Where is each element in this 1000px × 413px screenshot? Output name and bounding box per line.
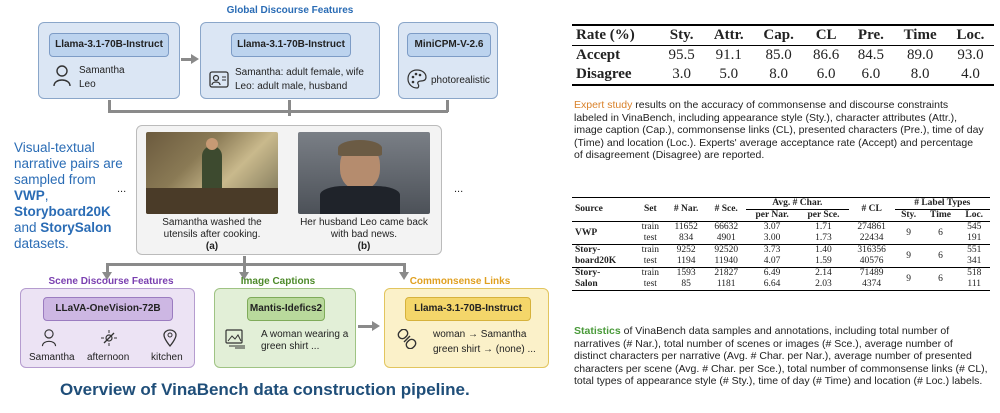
stats-h-nar: # Nar. (673, 204, 699, 214)
rate-cell: Accept (576, 47, 621, 63)
stats-h-set: Set (643, 204, 657, 214)
scene-item-time: afternoon (87, 352, 130, 363)
stats-cell: 1593 (676, 268, 696, 278)
rate-cell: 8.0 (769, 66, 788, 82)
stats-cell: 1.71 (815, 222, 832, 232)
stats-cell: 71489 (859, 268, 884, 278)
palette-icon (407, 69, 427, 89)
commonsense-line1: woman → Samantha (433, 329, 527, 340)
stats-cell: 66632 (714, 222, 739, 232)
stats-source-storysalon-l2: Salon (575, 279, 598, 289)
stats-h-label: # Label Types (895, 198, 990, 210)
rate-header-row (572, 25, 994, 46)
captions-box (214, 288, 356, 368)
stats-cell: 6.64 (763, 279, 781, 289)
stats-cell: 11652 (674, 222, 698, 232)
intro-src-vwp: VWP (14, 188, 45, 203)
table-row (572, 245, 990, 257)
arrow-up-right-v (446, 100, 449, 112)
rate-h7: Loc. (956, 27, 985, 43)
scene-item-location: kitchen (151, 352, 183, 363)
stats-cell: 4901 (716, 233, 736, 243)
stats-cell: 3.73 (763, 245, 781, 255)
model-pill-minicpm: MiniCPM-V-2.6 (407, 33, 491, 57)
stats-source-storysalon (572, 268, 635, 291)
rate-cell: 3.0 (672, 66, 691, 82)
rate-cell: 86.6 (813, 47, 840, 63)
stats-source-storyboard (572, 245, 635, 268)
commonsense-line2: green shirt → (none) ... (433, 344, 536, 355)
stats-cell: 9 (906, 227, 911, 238)
stats-cell: test (643, 279, 657, 289)
stats-cell: 316356 (857, 245, 886, 255)
rate-cell: 6.0 (861, 66, 881, 82)
stats-cell: 9252 (676, 245, 696, 255)
stats-cell: 545 (967, 222, 982, 232)
arrowhead-caps-cl (372, 321, 380, 331)
arrow-up-left-v (108, 100, 111, 112)
stats-cell: 191 (967, 233, 982, 243)
stats-cell: 341 (967, 256, 982, 266)
rate-h6: Time (903, 27, 937, 43)
stats-cell: 6 (938, 250, 943, 261)
global-box1-line1: Samantha (79, 65, 125, 76)
table-row (572, 222, 990, 234)
commonsense-title: Commonsense Links (409, 276, 511, 287)
stats-h-loc: Loc. (965, 210, 984, 220)
scene-item-character: Samantha (29, 352, 75, 363)
rate-cell: 6.0 (816, 66, 836, 82)
stats-cell: 111 (967, 279, 981, 289)
frame-a-label: (a) (205, 241, 219, 252)
stats-header-row-1 (572, 198, 990, 210)
rate-cell: 85.0 (765, 47, 792, 63)
rate-h4: CL (815, 27, 837, 43)
scene-box (20, 288, 195, 368)
rate-cell: 5.0 (719, 66, 739, 82)
expert-lead: Expert study (574, 99, 633, 111)
stats-cell: 22434 (859, 233, 884, 243)
model-pill-mantis: Mantis-Idefics2 (247, 297, 325, 321)
table-row (572, 268, 990, 280)
table-row (572, 46, 994, 66)
stats-cell: 2.03 (815, 279, 832, 289)
stats-cell: 21827 (714, 268, 739, 278)
stats-source-storysalon-l1: Story- (575, 268, 601, 278)
stats-cell: 4.07 (763, 256, 781, 266)
stats-cell: 6 (938, 273, 943, 284)
frame-b-image (298, 132, 430, 214)
commonsense-box (384, 288, 549, 368)
id-card-icon (209, 69, 231, 89)
arrow-down-h (106, 263, 406, 266)
frame-a-caption: Samantha washed the utensils after cooking. (162, 217, 262, 240)
arrowhead-1 (191, 54, 199, 64)
stats-cell: train (641, 268, 660, 278)
stats-cell: 1.40 (815, 245, 832, 255)
stats-h-time: Time (930, 210, 951, 220)
sunset-icon (100, 329, 118, 347)
rate-cell: 8.0 (910, 66, 930, 82)
global-box2-line1: Samantha: adult female, wife (235, 67, 364, 78)
stats-cell: test (643, 256, 657, 266)
intro-text (14, 140, 126, 252)
rate-table (572, 24, 994, 86)
stats-cell: 3.07 (763, 222, 781, 232)
stats-cell: 1.73 (815, 233, 832, 243)
stats-cell: 40576 (859, 256, 884, 266)
rate-cell: 84.5 (857, 47, 885, 63)
global-box3-line1: photorealistic (431, 75, 490, 86)
stats-source-vwp: VWP (575, 227, 598, 238)
intro-src-storyboard: Storyboard20K (14, 204, 111, 219)
rate-cell: Disagree (576, 66, 632, 82)
stats-cell: test (643, 233, 657, 243)
person-icon (53, 65, 71, 87)
stats-cell: 9 (906, 273, 911, 284)
rate-cell: 91.1 (715, 47, 742, 63)
person-icon-scene (41, 329, 57, 347)
rate-cell: 93.0 (957, 47, 984, 63)
stats-h-sce: # Sce. (714, 204, 738, 214)
stats-cell: 834 (679, 233, 694, 243)
table-row (572, 65, 994, 85)
ellipsis-left: ... (117, 183, 127, 195)
expert-caption (574, 99, 984, 162)
stats-cell: 6.49 (763, 268, 781, 278)
stats-h-cl: # CL (861, 204, 882, 214)
stats-h-avgchar: Avg. # Char. (746, 198, 849, 210)
ellipsis-right: ... (454, 183, 464, 195)
arrow-frames-up (288, 100, 291, 116)
intro-src-storysalon: StorySalon (40, 220, 112, 235)
model-pill-llama-1: Llama-3.1-70B-Instruct (49, 33, 169, 57)
frame-b-caption: Her husband Leo came back with bad news. (300, 217, 428, 240)
stats-cell: 274861 (857, 222, 886, 232)
stats-cell: 85 (681, 279, 691, 289)
stats-cell: 92520 (714, 245, 739, 255)
arrow-up-right (288, 110, 448, 113)
rate-cell: 89.0 (906, 47, 934, 63)
stats-h-sty: Sty. (901, 210, 917, 220)
stats-source-storyboard-l1: Story- (575, 245, 601, 255)
stats-source-storyboard-l2: board20K (575, 256, 617, 266)
scene-features-title: Scene Discourse Features (48, 276, 174, 287)
global-box1-line2: Leo (79, 79, 96, 90)
stats-table (572, 197, 990, 291)
link-icon (397, 329, 417, 349)
intro-suffix: datasets. (14, 236, 69, 251)
stats-h-persce: per Sce. (807, 210, 840, 220)
model-pill-llava: LLaVA-OneVision-72B (43, 297, 173, 321)
global-features-title: Global Discourse Features (226, 5, 354, 16)
stats-cell: 518 (967, 268, 982, 278)
stats-cell: 1181 (716, 279, 736, 289)
stats-cell: 6 (938, 227, 943, 238)
rate-h0: Rate (%) (576, 27, 635, 43)
intro-sep2: and (14, 220, 41, 235)
location-pin-icon (163, 329, 177, 347)
image-captions-title: Image Captions (240, 276, 316, 287)
rate-h3: Cap. (763, 27, 794, 43)
stats-lead: Statistics (574, 325, 621, 337)
global-box2-line2: Leo: adult male, husband (235, 81, 348, 92)
model-pill-llama-3: Llama-3.1-70B-Instruct (405, 297, 531, 321)
stats-cell: 9 (906, 250, 911, 261)
stats-cell: 4374 (862, 279, 882, 289)
stats-caption (574, 325, 988, 388)
intro-sep1: , (44, 188, 49, 203)
stats-text: of VinaBench data samples and annotations, including total number of narratives (# Nar.), total number of scenes or images (# Sce.), average number of distinct characters per narrative (Avg. # Char. per Nar.), average number of presented characters per scene (Avg. # Char. per Sce.), total number of commonsense links (# CL), total types of appearance style (# Sty.), time of day (# Time) and location (# Loc.) labels. (574, 325, 988, 387)
arrow-up-left (108, 110, 291, 113)
caption-text: A woman wearing a green shirt ... (261, 329, 349, 352)
stats-cell: 2.14 (815, 268, 832, 278)
rate-h5: Pre. (857, 27, 884, 43)
stats-cell: train (641, 245, 660, 255)
rate-h1: Sty. (669, 27, 694, 43)
image-caption-icon (225, 329, 247, 349)
stats-cell: train (641, 222, 660, 232)
global-box-style (398, 22, 498, 99)
stats-cell: 3.00 (763, 233, 781, 243)
global-box-attributes (200, 22, 380, 99)
stats-h-source: Source (575, 204, 603, 214)
global-box-characters (38, 22, 180, 99)
frame-a-image (146, 132, 278, 214)
rate-cell: 4.0 (961, 66, 980, 82)
stats-cell: 1194 (676, 256, 696, 266)
stats-cell: 1.59 (815, 256, 832, 266)
rate-h2: Attr. (713, 27, 744, 43)
expert-text: results on the accuracy of commonsense and discourse constraints labeled in VinaBench, including appearance style (Sty.), character attributes (Attr.), image caption (Cap.), commonsense links (CL), presented characters (Pre.), time of day (Time) and location (Loc.). Experts' average acceptance rate (Accept) and percentage of disagreement (Disagree) are reported. (574, 99, 984, 161)
stats-cell: 11940 (714, 256, 738, 266)
stats-h-pernar: per Nar. (755, 210, 789, 220)
frame-b-label: (b) (357, 241, 371, 252)
rate-cell: 95.5 (668, 47, 695, 63)
overview-title: Overview of VinaBench data construction pipeline. (60, 380, 470, 399)
intro-prefix: Visual-textual narrative pairs are sampled from (14, 140, 123, 187)
model-pill-llama-2: Llama-3.1-70B-Instruct (231, 33, 351, 57)
stats-cell: 551 (967, 245, 982, 255)
